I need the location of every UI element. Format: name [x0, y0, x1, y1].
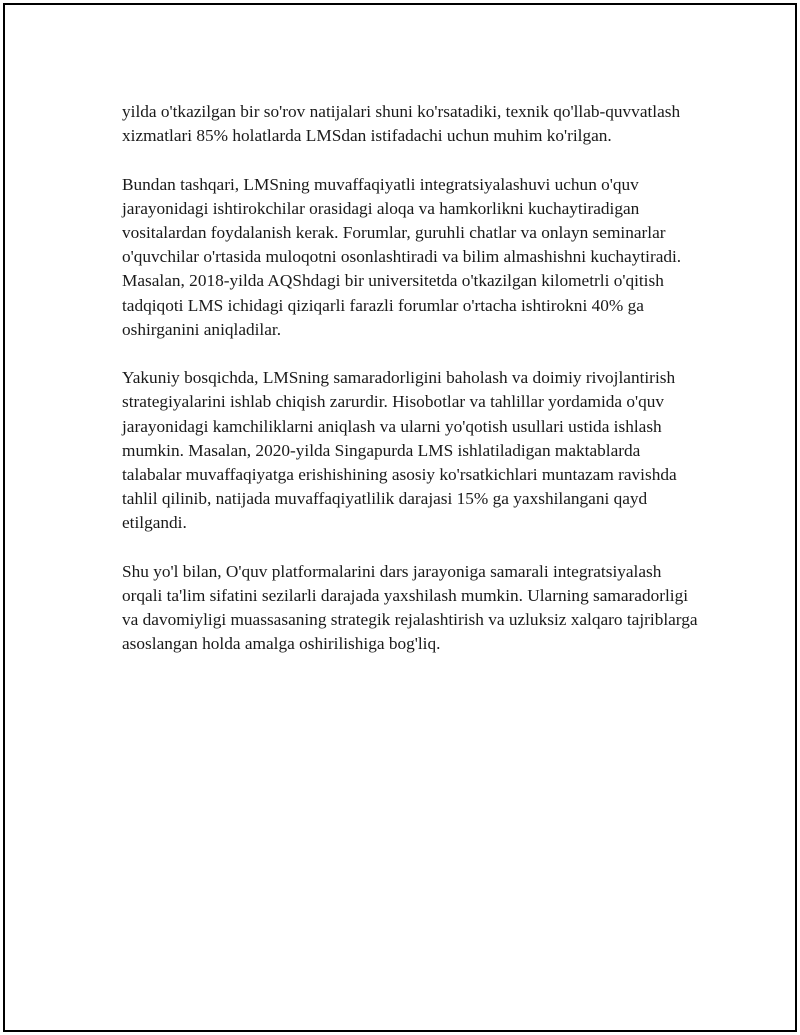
document-body — [122, 100, 702, 657]
paragraph-3: Yakuniy bosqichda, LMSning samaradorligini baholash va doimiy rivojlantirish strategiyalarini ishlab chiqish zarurdir. Hisobotlar va tahlillar yordamida o'quv jarayonidagi kamchiliklarni aniqlash va ularni yo'qotish usullari ustida ishlash mumkin. Masalan, 2020-yilda Singapurda LMS ishlatiladigan maktablarda talabalar muvaffaqiyatga erishishining asosiy ko'rsatkichlari muntazam ravishda tahlil qilinib, natijada muvaffaqiyatlilik darajasi 15% ga yaxshilangani qayd etilgandi. — [122, 368, 677, 533]
paragraph-2: Bundan tashqari, LMSning muvaffaqiyatli integratsiyalashuvi uchun o'quv jarayonidagi ishtirokchilar orasidagi aloqa va hamkorlikni kuchaytiradigan vositalardan foydalanish kerak. Forumlar, guruhli chatlar va onlayn seminarlar o'quvchilar o'rtasida muloqotni osonlashtiradi va bilim almashishni kuchaytiradi. Masalan, 2018-yilda AQShdagi bir universitetda o'tkazilgan kilometrli o'qitish tadqiqoti LMS ichidagi qiziqarli farazli forumlar o'rtacha ishtirokni 40% ga oshirganini aniqladilar. — [122, 174, 682, 339]
paragraph-1: yilda o'tkazilgan bir so'rov natijalari shuni ko'rsatadiki, texnik qo'llab-quvvatlash xizmatlari 85% holatlarda LMSdan istifadachi uchun muhim ko'rilgan. — [122, 102, 681, 146]
page-frame — [3, 3, 797, 1032]
paragraph-4: Shu yo'l bilan, O'quv platformalarini dars jarayoniga samarali integratsiyalash orqali ta'lim sifatini sezilarli darajada yaxshilash mumkin. Ularning samaradorligi va davomiyligi muassasaning strategik rejalashtirish va uzluksiz xalqaro tajriblarga asoslangan holda amalga oshirilishiga bog'liq. — [122, 561, 698, 654]
